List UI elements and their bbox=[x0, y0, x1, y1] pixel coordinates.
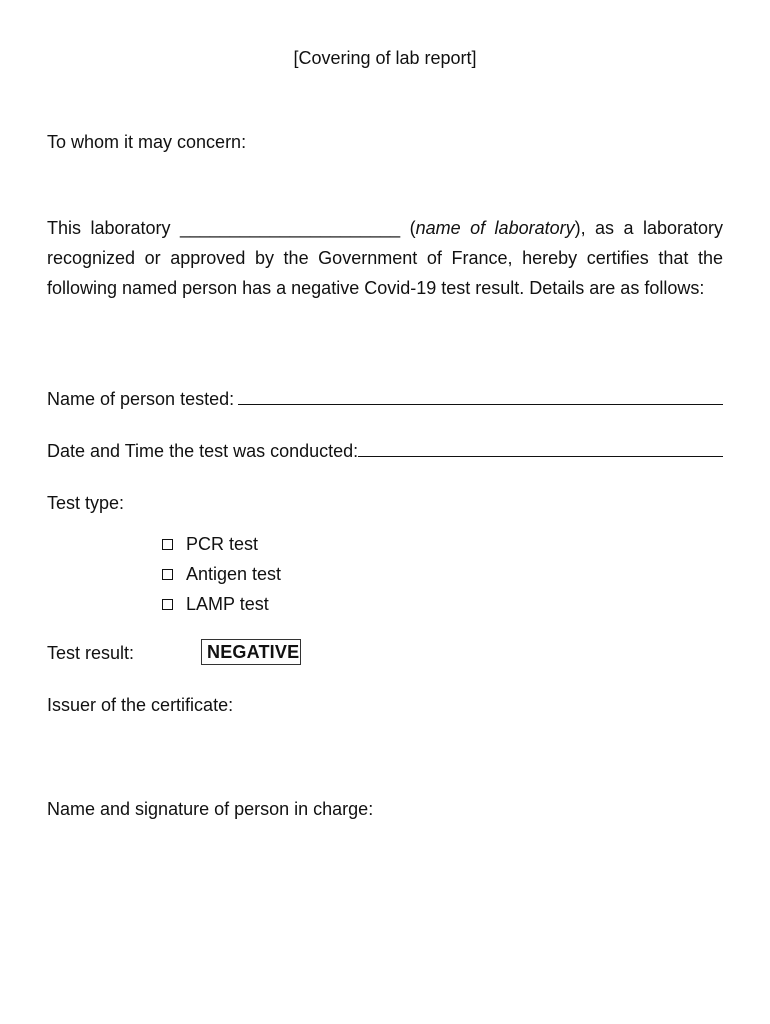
certification-paragraph bbox=[47, 213, 723, 303]
checkbox-icon[interactable] bbox=[162, 599, 173, 610]
option-label: PCR test bbox=[186, 533, 259, 554]
person-tested-field bbox=[47, 388, 723, 410]
option-antigen-test[interactable] bbox=[162, 559, 281, 589]
test-type-label: Test type: bbox=[47, 493, 125, 513]
person-tested-label: Name of person tested: bbox=[47, 389, 235, 409]
option-pcr-test[interactable] bbox=[162, 529, 281, 559]
salutation: To whom it may concern: bbox=[47, 132, 247, 152]
person-tested-blank[interactable] bbox=[238, 388, 723, 405]
checkbox-icon[interactable] bbox=[162, 569, 173, 580]
test-type-options bbox=[162, 529, 281, 619]
lab-name-hint: name of laboratory bbox=[415, 218, 575, 238]
option-label: LAMP test bbox=[186, 593, 269, 614]
signature-label: Name and signature of person in charge: bbox=[47, 799, 374, 819]
test-result-value: NEGATIVE bbox=[201, 639, 301, 665]
date-time-label: Date and Time the test was conducted: bbox=[47, 441, 359, 461]
option-label: Antigen test bbox=[186, 563, 282, 584]
checkbox-icon[interactable] bbox=[162, 539, 173, 550]
option-lamp-test[interactable] bbox=[162, 589, 281, 619]
paragraph-part-1: This laboratory ______________________ ( bbox=[47, 218, 416, 238]
issuer-label: Issuer of the certificate: bbox=[47, 695, 234, 715]
test-result-label: Test result: bbox=[47, 643, 135, 663]
date-time-blank[interactable] bbox=[358, 440, 723, 457]
paragraph-part-2: ), as a laboratory recognized or approved by the Government of France, hereby certifies that the following named person has a negative Covid-19 test result. Details are as follows: bbox=[47, 218, 724, 298]
date-time-field bbox=[47, 440, 723, 462]
document-title: [Covering of lab report] bbox=[293, 48, 477, 68]
